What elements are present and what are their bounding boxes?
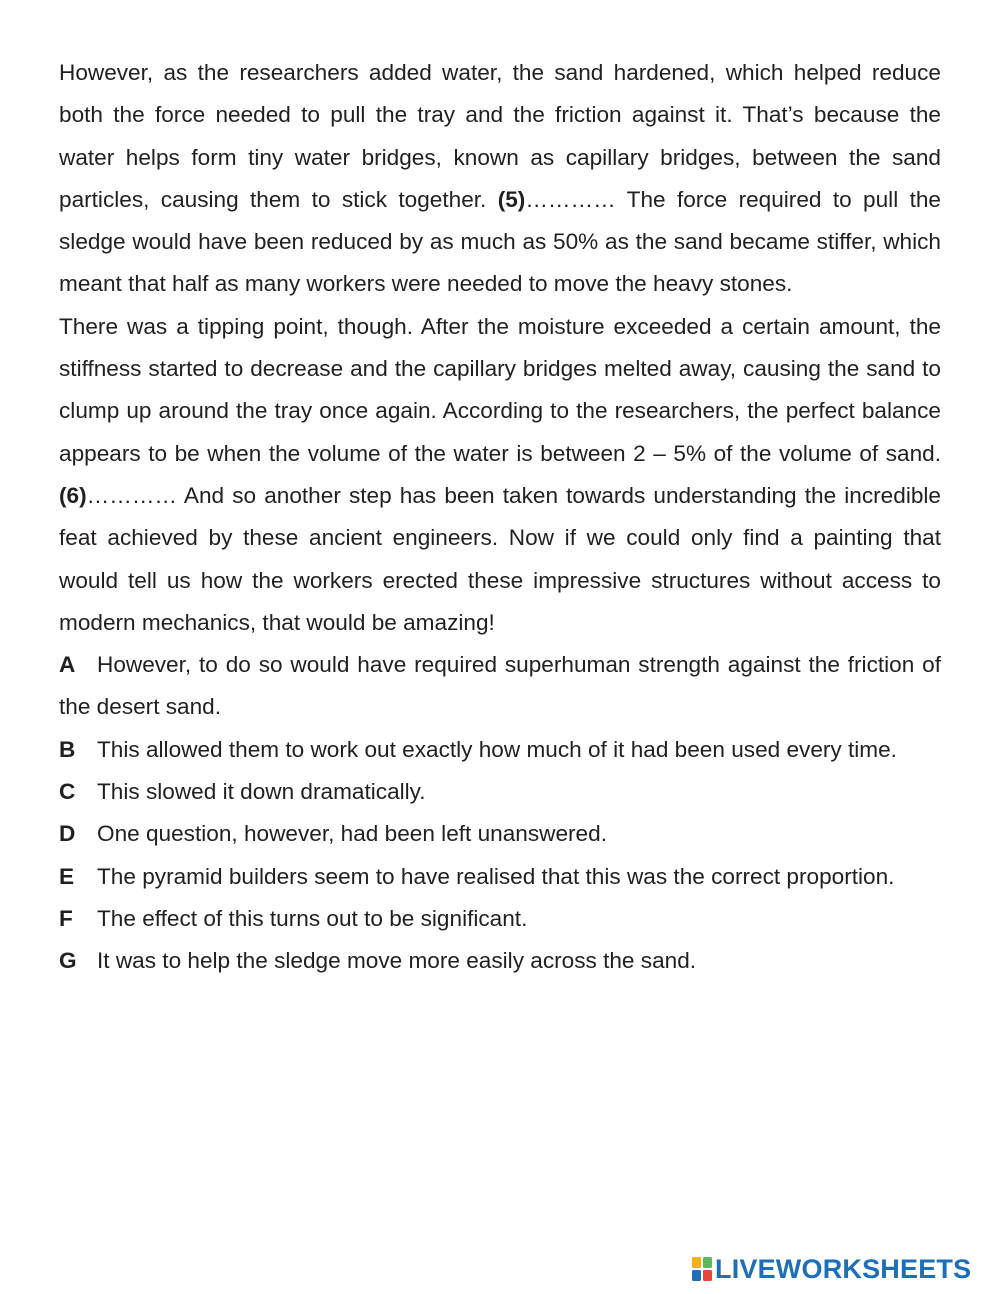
option-c (59, 771, 941, 813)
option-e (59, 856, 941, 898)
option-text: This slowed it down dramatically. (97, 779, 426, 805)
option-letter: B (59, 736, 76, 762)
option-letter: E (59, 863, 75, 889)
option-letter: G (59, 948, 77, 974)
option-text: This allowed them to work out exactly how much of it had been used every time. (97, 736, 897, 762)
gap-6-blank[interactable]: ………… (86, 482, 177, 508)
option-text: The effect of this turns out to be significant. (97, 905, 528, 931)
gap-5-label: (5) (497, 186, 526, 212)
paragraph-1-text-after: The force required to pull the sledge would have been reduced by as much as 50% as the sand became stiffer, which meant that half as many workers were needed to move the heavy stones. (59, 186, 941, 297)
logo-text: LIVEWORKSHEETS (715, 1253, 972, 1284)
gap-5-blank[interactable]: ………… (525, 186, 616, 212)
option-letter: F (59, 905, 73, 931)
option-f (59, 898, 941, 940)
option-g (59, 940, 941, 982)
option-letter: A (59, 652, 76, 678)
option-d (59, 813, 941, 855)
paragraph-1 (59, 52, 941, 306)
paragraph-2-text-before: There was a tipping point, though. After the moisture exceeded a certain amount, the stiffness started to decrease and the capillary bridges melted away, causing the sand to clump up around the tray once again. According to the researchers, the perfect balance appears to be when the volume of the water is between 2 – 5% of the volume of sand. (59, 313, 941, 466)
answer-options-list (59, 644, 941, 982)
option-text: The pyramid builders seem to have realised that this was the correct proportion. (97, 863, 895, 889)
option-letter: C (59, 779, 76, 805)
option-a (59, 644, 941, 729)
option-b (59, 729, 941, 771)
paragraph-1-text-before: However, as the researchers added water, the sand hardened, which helped reduce both the force needed to pull the tray and the friction against it. That’s because the water helps form tiny water bridges, known as capillary bridges, between the sand particles, causing them to stick together. (59, 60, 941, 212)
paragraph-2-text-after: And so another step has been taken towards understanding the incredible feat achieved by these ancient engineers. Now if we could only find a painting that would tell us how the workers erected these impressive structures without access to modern mechanics, that would be amazing! (59, 482, 941, 635)
worksheet-content (59, 52, 941, 983)
gap-6-label: (6) (59, 482, 87, 508)
liveworksheets-logo-icon (692, 1257, 712, 1281)
paragraph-2 (59, 306, 941, 644)
option-letter: D (59, 821, 76, 847)
option-text: It was to help the sledge move more easily across the sand. (97, 948, 697, 974)
option-text: However, to do so would have required superhuman strength against the friction of the desert sand. (59, 652, 941, 720)
option-text: One question, however, had been left unanswered. (97, 821, 607, 847)
liveworksheets-logo[interactable] (692, 1252, 971, 1286)
